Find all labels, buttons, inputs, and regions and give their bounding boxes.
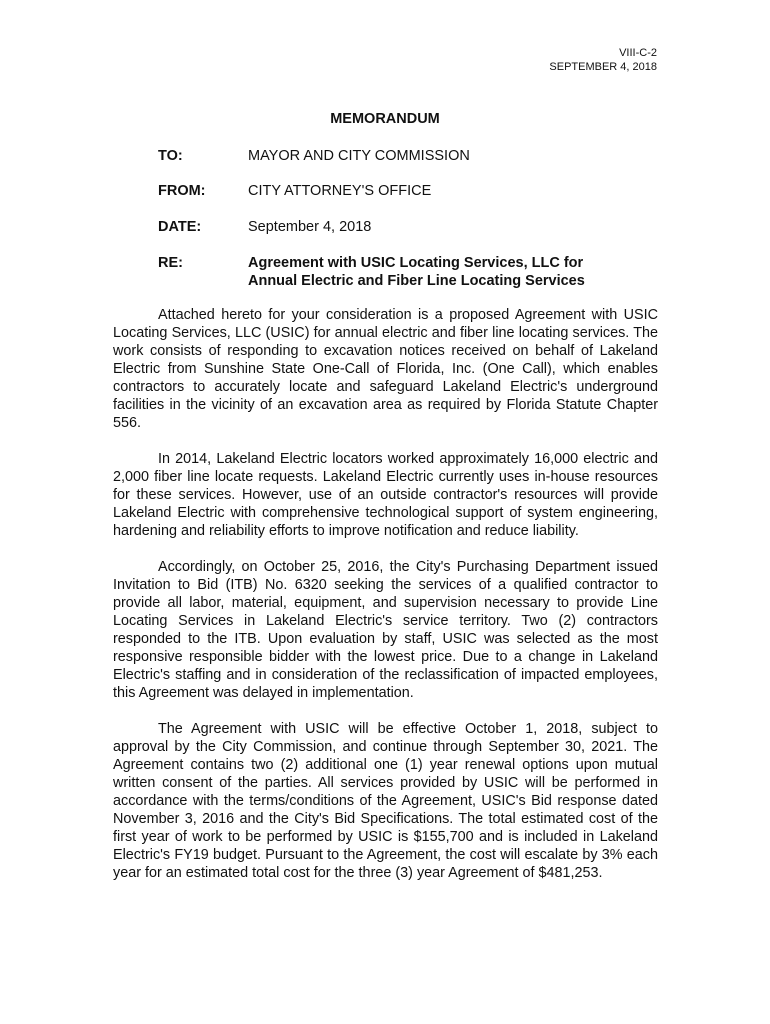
body-paragraph: The Agreement with USIC will be effective October 1, 2018, subject to approval by the City Commission, and continue through September 30, 2021. The Agreement contains two (2) additional one (1) year renewal options upon mutual written consent of the parties. All services provided by USIC will be performed in accordance with the terms/conditions of the Agreement, USIC's Bid response dated November 3, 2016 and the City's Bid Specifications. The total estimated cost of the first year of work to be performed by USIC is $155,700 and is included in Lakeland Electric's FY19 budget. Pursuant to the Agreement, the cost will escalate by 3% each year for an estimated total cost for the three (3) year Agreement of $481,253.: [113, 721, 658, 881]
from-value: CITY ATTORNEY'S OFFICE: [248, 183, 432, 199]
to-value: MAYOR AND CITY COMMISSION: [248, 148, 470, 164]
date-value: September 4, 2018: [248, 219, 372, 235]
body-paragraph: Attached hereto for your consideration is a proposed Agreement with USIC Locating Services, LLC (USIC) for annual electric and fiber line locating services. The work consists of responding to excavation notices received on behalf of Lakeland Electric from Sunshine State One-Call of Florida, Inc. (One Call), which enables contractors to accurately locate and safeguard Lakeland Electric's underground facilities in the vicinity of an excavation area as required by Florida Statute Chapter 556.: [113, 307, 658, 431]
header-date: SEPTEMBER 4, 2018: [549, 61, 657, 73]
document-reference: [549, 46, 657, 74]
re-subject-line-1: Agreement with USIC Locating Services, LLC for: [248, 255, 584, 271]
from-label: FROM:: [158, 183, 206, 199]
date-label: DATE:: [158, 219, 202, 235]
re-label: RE:: [158, 255, 183, 271]
memo-title: MEMORANDUM: [330, 111, 440, 127]
re-subject-line-2: Annual Electric and Fiber Line Locating Services: [248, 273, 585, 289]
memo-body: [113, 306, 658, 900]
body-paragraph: Accordingly, on October 25, 2016, the City's Purchasing Department issued Invitation to Bid (ITB) No. 6320 seeking the services of a qualified contractor to provide all labor, material, equipment, and supervision necessary to provide Line Locating Services in Lakeland Electric's service territory. Two (2) contractors responded to the ITB. Upon evaluation by staff, USIC was selected as the most responsive responsible bidder with the lowest price. Due to a change in Lakeland Electric's staffing and in consideration of the reclassification of impacted employees, this Agreement was delayed in implementation.: [113, 559, 658, 701]
body-paragraph: In 2014, Lakeland Electric locators worked approximately 16,000 electric and 2,000 fiber line locate requests. Lakeland Electric currently uses in-house resources for these services. However, use of an outside contractor's resources will provide Lakeland Electric with comprehensive technological support of system engineering, hardening and reliability efforts to improve notification and reduce liability.: [113, 451, 658, 539]
to-label: TO:: [158, 148, 183, 164]
agenda-item-number: VIII-C-2: [619, 47, 657, 59]
